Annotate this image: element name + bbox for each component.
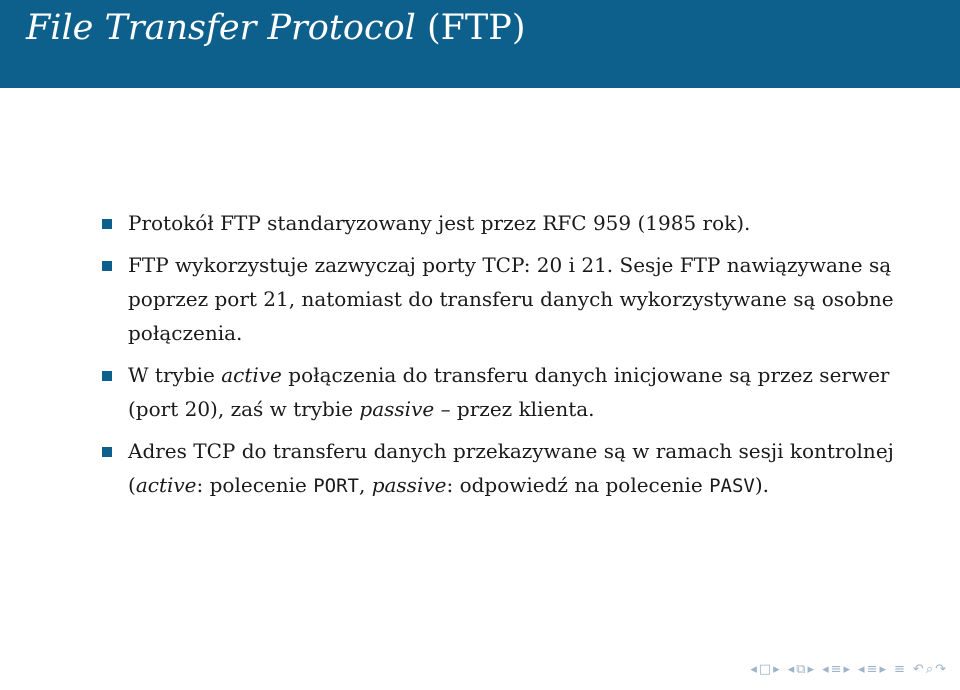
bullet-text-post: – przez klienta. [434, 397, 595, 421]
mode-passive: passive [359, 397, 435, 421]
bullet-item-2 [100, 248, 920, 350]
mode-passive: passive [371, 473, 447, 497]
nav-section-group [858, 662, 886, 678]
title-bar [0, 0, 960, 88]
bullet-item-4 [100, 434, 920, 503]
bullet-text: Protokół FTP standaryzowany jest przez RFC 959 (1985 rok). [128, 211, 751, 235]
nav-frame-group [788, 662, 814, 678]
bullet-item-3 [100, 358, 920, 426]
right-arrow-icon[interactable]: ▸ [879, 662, 886, 677]
align-icon[interactable]: ≡ [894, 662, 905, 677]
mode-active: active [221, 363, 282, 387]
nav-subsection-group [822, 662, 850, 678]
section-icon[interactable]: ≡ [866, 662, 878, 677]
navigation-bar [750, 662, 946, 678]
frame-icon[interactable]: □ [758, 662, 772, 677]
bullet-text-pre: Adres TCP do transferu danych przekazywane są w ramach sesji kontrolnej ( [128, 439, 894, 497]
command-pasv: PASV [709, 475, 755, 497]
left-arrow-icon[interactable]: ◂ [822, 662, 829, 677]
title-plain: (FTP) [426, 8, 526, 48]
bullet-item-1 [100, 206, 920, 240]
bullet-text-mid: połączenia do transferu danych inicjowane są przez serwer (port 20), zaś w trybie [128, 363, 890, 421]
bullet-text-mid2: , [358, 473, 372, 497]
bullet-list [100, 206, 920, 503]
nav-slide-group [750, 662, 779, 678]
bullet-text-mid3: : odpowiedź na polecenie [446, 473, 710, 497]
bullet-square-icon [102, 219, 112, 229]
nav-align-group [894, 662, 905, 678]
undo-icon[interactable]: ↶ [912, 662, 924, 677]
title-italic: File Transfer Protocol [26, 8, 416, 48]
left-arrow-icon[interactable]: ◂ [750, 662, 757, 677]
redo-icon[interactable]: ↷ [935, 662, 946, 677]
command-port: PORT [313, 475, 359, 497]
nav-search-group [913, 662, 946, 678]
bullet-text-post: ). [754, 473, 769, 497]
frame-stack-icon[interactable]: ⧉ [796, 662, 806, 677]
bullet-square-icon [102, 261, 112, 271]
right-arrow-icon[interactable]: ▸ [843, 662, 851, 677]
slide-body [100, 206, 920, 511]
bullet-text-mid1: : polecenie [196, 473, 314, 497]
right-arrow-icon[interactable]: ▸ [807, 662, 815, 677]
right-arrow-icon[interactable]: ▸ [773, 662, 780, 677]
mode-active: active [135, 473, 197, 497]
bullet-square-icon [102, 371, 112, 381]
bullet-square-icon [102, 447, 112, 457]
left-arrow-icon[interactable]: ◂ [787, 662, 795, 677]
bullet-text: FTP wykorzystuje zazwyczaj porty TCP: 20 i 21. Sesje FTP nawiązywane są poprzez port 21, natomiast do transferu danych wykorzystywane są osobne połączenia. [128, 253, 894, 345]
subsection-icon[interactable]: ≡ [830, 662, 842, 677]
left-arrow-icon[interactable]: ◂ [858, 662, 865, 677]
bullet-text-pre: W trybie [128, 363, 222, 387]
search-icon[interactable]: ⌕ [925, 662, 934, 677]
slide-title [26, 6, 525, 50]
